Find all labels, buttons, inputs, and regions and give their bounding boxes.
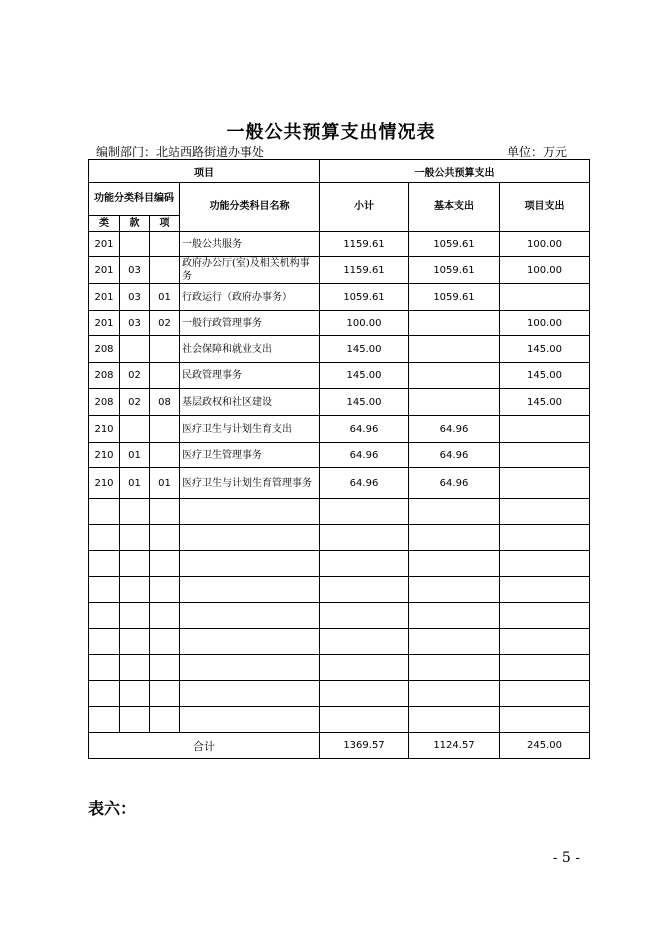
header-lei: 类 <box>89 216 120 232</box>
cell-project <box>500 443 590 468</box>
cell-lei <box>89 499 120 525</box>
cell-name <box>180 525 320 551</box>
table-row <box>89 681 590 707</box>
page-title: 一般公共预算支出情况表 <box>226 122 436 143</box>
cell-subtotal: 64.96 <box>320 443 409 468</box>
budget-table <box>88 159 590 759</box>
cell-subtotal: 145.00 <box>320 336 409 363</box>
cell-kuan <box>120 416 150 443</box>
cell-subtotal <box>320 577 409 603</box>
cell-subtotal <box>320 603 409 629</box>
cell-name: 行政运行（政府办事务） <box>180 284 320 311</box>
cell-subtotal: 64.96 <box>320 416 409 443</box>
cell-xiang <box>150 499 180 525</box>
cell-project <box>500 284 590 311</box>
cell-project <box>500 468 590 499</box>
cell-basic: 1059.61 <box>409 284 500 311</box>
cell-name: 基层政权和社区建设 <box>180 389 320 416</box>
cell-xiang: 08 <box>150 389 180 416</box>
cell-basic <box>409 499 500 525</box>
cell-project <box>500 416 590 443</box>
cell-xiang <box>150 416 180 443</box>
cell-project <box>500 629 590 655</box>
total-project: 245.00 <box>500 733 590 759</box>
table-row <box>89 499 590 525</box>
cell-subtotal: 145.00 <box>320 389 409 416</box>
table-row <box>89 468 590 499</box>
cell-kuan <box>120 681 150 707</box>
cell-lei: 210 <box>89 443 120 468</box>
cell-project: 145.00 <box>500 363 590 389</box>
cell-lei: 201 <box>89 311 120 336</box>
cell-name: 一般行政管理事务 <box>180 311 320 336</box>
cell-name <box>180 603 320 629</box>
cell-basic <box>409 336 500 363</box>
table-row <box>89 416 590 443</box>
cell-lei <box>89 603 120 629</box>
cell-lei <box>89 629 120 655</box>
table-row <box>89 311 590 336</box>
cell-kuan <box>120 499 150 525</box>
cell-basic: 64.96 <box>409 416 500 443</box>
table-row <box>89 257 590 284</box>
cell-project: 145.00 <box>500 336 590 363</box>
page-number: - 5 - <box>552 850 580 866</box>
cell-xiang: 01 <box>150 468 180 499</box>
cell-lei <box>89 577 120 603</box>
cell-lei: 201 <box>89 232 120 257</box>
cell-xiang <box>150 232 180 257</box>
cell-kuan: 03 <box>120 311 150 336</box>
cell-name: 医疗卫生与计划生育支出 <box>180 416 320 443</box>
table-row <box>89 655 590 681</box>
cell-subtotal <box>320 629 409 655</box>
cell-xiang <box>150 577 180 603</box>
cell-project <box>500 655 590 681</box>
table-row <box>89 389 590 416</box>
cell-name: 一般公共服务 <box>180 232 320 257</box>
cell-lei: 210 <box>89 468 120 499</box>
cell-kuan <box>120 525 150 551</box>
cell-basic <box>409 363 500 389</box>
table-row <box>89 336 590 363</box>
cell-basic <box>409 655 500 681</box>
cell-name <box>180 577 320 603</box>
next-table-label: 表六： <box>88 799 137 818</box>
cell-project <box>500 577 590 603</box>
cell-lei <box>89 551 120 577</box>
cell-kuan: 03 <box>120 284 150 311</box>
cell-name <box>180 629 320 655</box>
cell-basic <box>409 577 500 603</box>
header-basic: 基本支出 <box>409 183 500 232</box>
cell-xiang <box>150 257 180 284</box>
cell-subtotal: 100.00 <box>320 311 409 336</box>
cell-lei: 208 <box>89 336 120 363</box>
table-row <box>89 629 590 655</box>
cell-project: 100.00 <box>500 232 590 257</box>
cell-name <box>180 655 320 681</box>
cell-kuan: 03 <box>120 257 150 284</box>
cell-project <box>500 681 590 707</box>
cell-name: 社会保障和就业支出 <box>180 336 320 363</box>
cell-subtotal <box>320 551 409 577</box>
cell-subtotal: 145.00 <box>320 363 409 389</box>
cell-name: 医疗卫生管理事务 <box>180 443 320 468</box>
cell-subtotal: 1059.61 <box>320 284 409 311</box>
cell-xiang <box>150 551 180 577</box>
cell-subtotal <box>320 707 409 733</box>
table-row <box>89 525 590 551</box>
total-basic: 1124.57 <box>409 733 500 759</box>
cell-kuan <box>120 232 150 257</box>
cell-xiang <box>150 443 180 468</box>
cell-kuan <box>120 655 150 681</box>
cell-lei <box>89 707 120 733</box>
cell-kuan <box>120 336 150 363</box>
cell-xiang <box>150 655 180 681</box>
table-row <box>89 577 590 603</box>
header-code-group: 功能分类科目编码 <box>89 183 180 216</box>
cell-project <box>500 707 590 733</box>
unit-label: 单位：万元 <box>506 145 567 159</box>
cell-project: 145.00 <box>500 389 590 416</box>
cell-name <box>180 499 320 525</box>
cell-subtotal <box>320 655 409 681</box>
cell-xiang <box>150 629 180 655</box>
table-body <box>89 160 590 759</box>
header-row-codes <box>89 183 590 216</box>
cell-xiang: 01 <box>150 284 180 311</box>
cell-basic <box>409 629 500 655</box>
cell-name: 医疗卫生与计划生育管理事务 <box>180 468 320 499</box>
cell-kuan <box>120 707 150 733</box>
cell-basic <box>409 389 500 416</box>
cell-xiang <box>150 681 180 707</box>
cell-basic: 1059.61 <box>409 257 500 284</box>
cell-xiang <box>150 363 180 389</box>
cell-subtotal <box>320 499 409 525</box>
cell-kuan <box>120 551 150 577</box>
table-row <box>89 284 590 311</box>
header-subtotal: 小计 <box>320 183 409 232</box>
table-row <box>89 603 590 629</box>
header-item: 项目 <box>89 160 320 183</box>
cell-name <box>180 707 320 733</box>
cell-basic: 64.96 <box>409 443 500 468</box>
cell-basic: 64.96 <box>409 468 500 499</box>
table-row <box>89 551 590 577</box>
cell-xiang: 02 <box>150 311 180 336</box>
header-kuan: 款 <box>120 216 150 232</box>
cell-subtotal: 1159.61 <box>320 257 409 284</box>
cell-basic <box>409 707 500 733</box>
cell-subtotal <box>320 525 409 551</box>
cell-xiang <box>150 603 180 629</box>
table-row <box>89 443 590 468</box>
cell-project: 100.00 <box>500 311 590 336</box>
cell-name: 政府办公厅(室)及相关机构事务 <box>180 257 320 284</box>
cell-basic <box>409 525 500 551</box>
cell-name <box>180 551 320 577</box>
cell-kuan: 01 <box>120 443 150 468</box>
header-name: 功能分类科目名称 <box>180 183 320 232</box>
cell-basic: 1059.61 <box>409 232 500 257</box>
total-label: 合计 <box>89 733 320 759</box>
table-row <box>89 232 590 257</box>
header-row-top <box>89 160 590 183</box>
cell-subtotal <box>320 681 409 707</box>
table-row <box>89 707 590 733</box>
cell-basic <box>409 681 500 707</box>
cell-subtotal: 64.96 <box>320 468 409 499</box>
cell-project <box>500 499 590 525</box>
cell-project: 100.00 <box>500 257 590 284</box>
cell-name <box>180 681 320 707</box>
cell-subtotal: 1159.61 <box>320 232 409 257</box>
cell-kuan <box>120 629 150 655</box>
cell-kuan: 02 <box>120 389 150 416</box>
total-row <box>89 733 590 759</box>
cell-lei: 201 <box>89 284 120 311</box>
cell-lei <box>89 525 120 551</box>
cell-xiang <box>150 525 180 551</box>
cell-basic <box>409 311 500 336</box>
cell-xiang <box>150 707 180 733</box>
cell-xiang <box>150 336 180 363</box>
cell-kuan <box>120 577 150 603</box>
cell-lei: 210 <box>89 416 120 443</box>
cell-lei: 208 <box>89 363 120 389</box>
cell-kuan <box>120 603 150 629</box>
cell-lei <box>89 655 120 681</box>
cell-basic <box>409 551 500 577</box>
cell-kuan: 01 <box>120 468 150 499</box>
cell-project <box>500 551 590 577</box>
cell-kuan: 02 <box>120 363 150 389</box>
header-project: 项目支出 <box>500 183 590 232</box>
table-row <box>89 363 590 389</box>
cell-lei: 208 <box>89 389 120 416</box>
header-xiang: 项 <box>150 216 180 232</box>
department-label: 编制部门：北站西路街道办事处 <box>96 145 265 159</box>
total-subtotal: 1369.57 <box>320 733 409 759</box>
cell-lei <box>89 681 120 707</box>
cell-project <box>500 603 590 629</box>
cell-lei: 201 <box>89 257 120 284</box>
cell-project <box>500 525 590 551</box>
cell-basic <box>409 603 500 629</box>
header-budget-group: 一般公共预算支出 <box>320 160 590 183</box>
cell-name: 民政管理事务 <box>180 363 320 389</box>
